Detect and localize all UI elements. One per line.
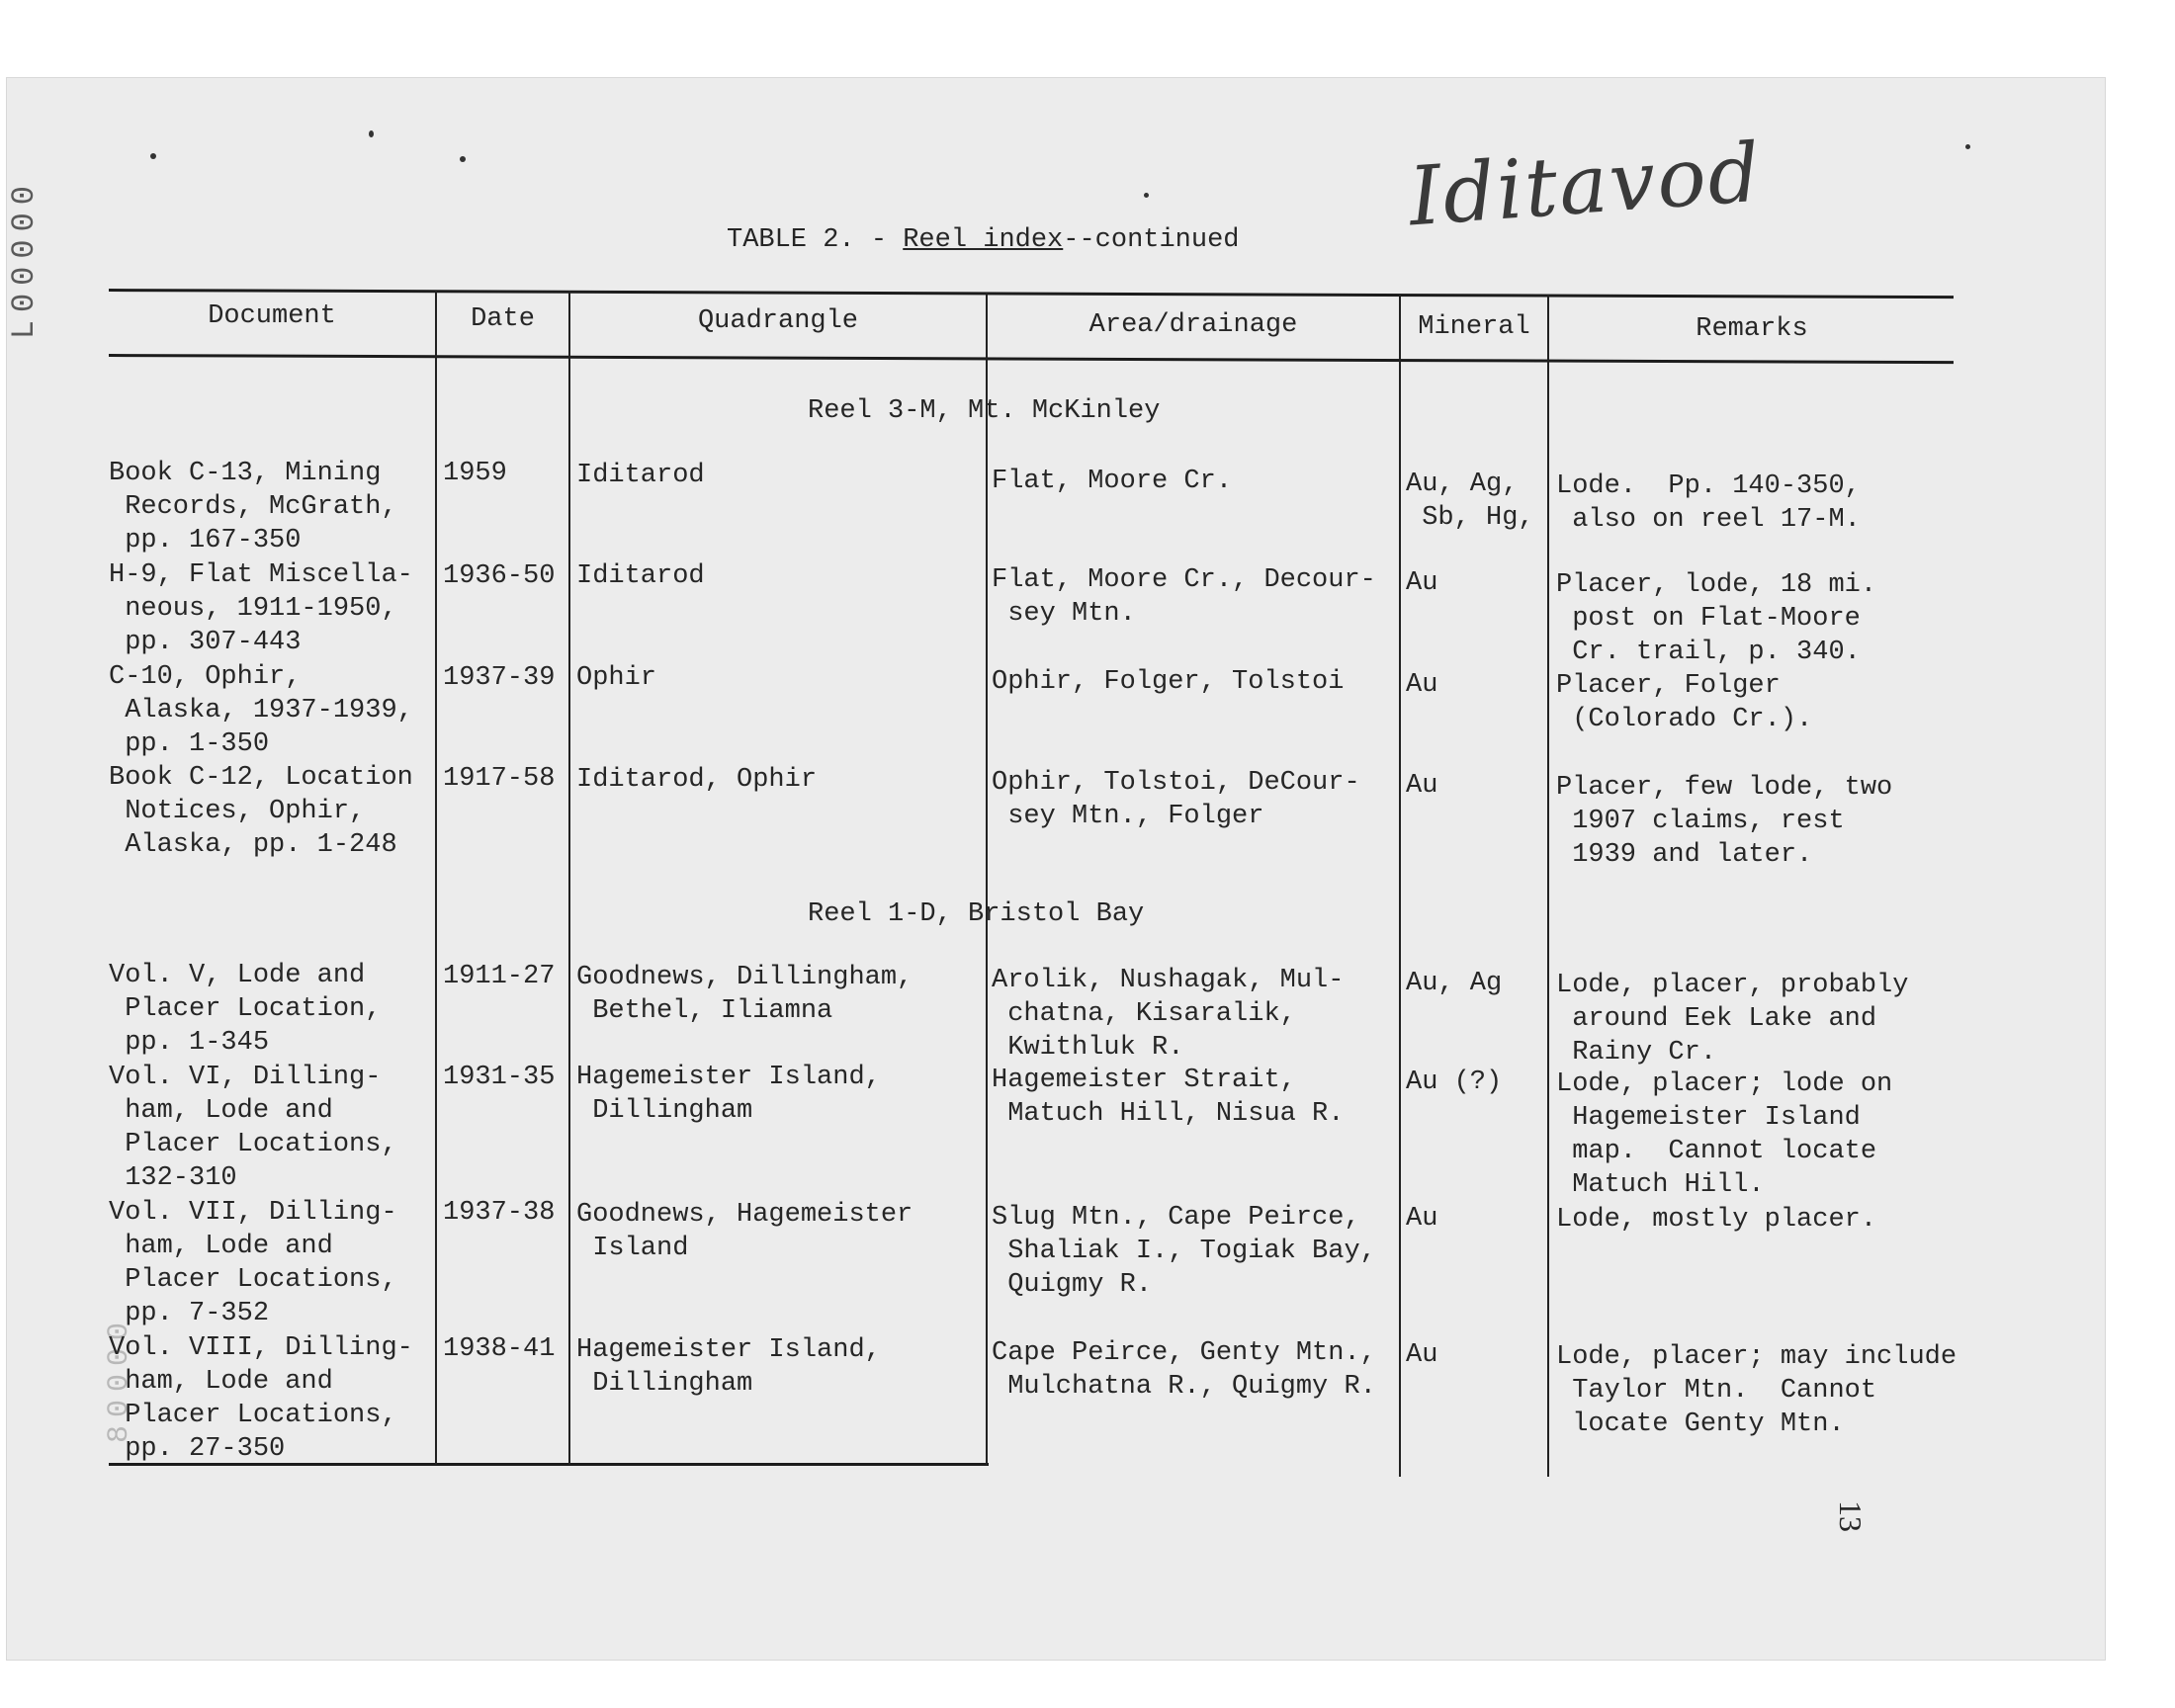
cell-date: 1959 (443, 459, 507, 488)
cell-area: Ophir, Tolstoi, DeCour- sey Mtn., Folger (992, 768, 1360, 831)
column-divider (1547, 295, 1549, 1477)
cell-quadrangle: Iditarod, Ophir (576, 765, 818, 795)
title-suffix: --continued (1063, 225, 1240, 255)
cell-remarks: Lode, mostly placer. (1556, 1205, 1877, 1235)
side-stamp-faint: 80000 (103, 1315, 136, 1444)
handwritten-note: Iditavod (1406, 126, 1766, 245)
cell-remarks: Placer, Folger (Colorado Cr.). (1556, 671, 1813, 734)
cell-remarks: Lode, placer, probably around Eek Lake and Rainy Cr. (1556, 971, 1909, 1068)
side-stamp: L00000 (6, 178, 43, 340)
cell-document: H-9, Flat Miscella- neous, 1911-1950, pp. 307-443 (109, 560, 413, 657)
column-divider (986, 293, 988, 1465)
cell-mineral: Au (?) (1406, 1068, 1503, 1097)
title-prefix: TABLE 2. - (727, 225, 904, 255)
cell-quadrangle: Iditarod (576, 461, 705, 490)
cell-mineral: Au (1406, 568, 1438, 598)
col-header-date: Date (471, 304, 535, 334)
cell-quadrangle: Iditarod (576, 561, 705, 591)
cell-date: 1938-41 (443, 1334, 556, 1364)
scan-speck (1965, 144, 1970, 149)
cell-area: Flat, Moore Cr. (992, 467, 1233, 496)
cell-document: Book C-13, Mining Records, McGrath, pp. 167-350 (109, 459, 397, 555)
table-title (727, 225, 1240, 255)
cell-area: Cape Peirce, Genty Mtn., Mulchatna R., Quigmy R. (992, 1338, 1376, 1402)
column-divider (568, 291, 570, 1465)
cell-remarks: Placer, few lode, two 1907 claims, rest 1939 and later. (1556, 773, 1893, 870)
cell-area: Arolik, Nushagak, Mul- chatna, Kisaralik, Kwithluk R. (992, 966, 1345, 1063)
cell-mineral: Au (1406, 771, 1438, 801)
cell-mineral: Au (1406, 1204, 1438, 1234)
cell-date: 1911-27 (443, 962, 556, 991)
col-header-document: Document (208, 301, 336, 331)
cell-quadrangle: Goodnews, Dillingham, Bethel, Iliamna (576, 963, 914, 1026)
cell-mineral: Au, Ag, Sb, Hg, (1406, 470, 1534, 533)
cell-quadrangle: Goodnews, Hagemeister Island (576, 1200, 914, 1263)
cell-date: 1931-35 (443, 1063, 556, 1092)
cell-date: 1937-39 (443, 663, 556, 693)
cell-date: 1936-50 (443, 561, 556, 591)
cell-document: Book C-12, Location Notices, Ophir, Alaska, pp. 1-248 (109, 763, 413, 860)
scan-speck (369, 130, 374, 137)
cell-area: Hagemeister Strait, Matuch Hill, Nisua R. (992, 1066, 1345, 1129)
cell-mineral: Au, Ag (1406, 969, 1503, 998)
cell-document: Vol. VI, Dilling- ham, Lode and Placer Locations, 132-310 (109, 1063, 397, 1193)
column-divider (1399, 295, 1401, 1477)
column-divider (435, 291, 437, 1465)
cell-quadrangle: Hagemeister Island, Dillingham (576, 1063, 881, 1126)
col-header-mineral: Mineral (1418, 312, 1530, 342)
cell-document: C-10, Ophir, Alaska, 1937-1939, pp. 1-350 (109, 662, 413, 759)
col-header-quadrangle: Quadrangle (697, 306, 859, 336)
group-heading: Reel 3-M, Mt. McKinley (808, 396, 1161, 426)
col-header-remarks: Remarks (1696, 314, 1808, 344)
group-heading: Reel 1-D, Bristol Bay (808, 899, 1145, 929)
title-underlined: Reel index (903, 225, 1064, 255)
cell-quadrangle: Ophir (576, 663, 657, 693)
cell-area: Slug Mtn., Cape Peirce, Shaliak I., Togiak Bay, Quigmy R. (992, 1203, 1376, 1300)
cell-remarks: Placer, lode, 18 mi. post on Flat-Moore Cr. trail, p. 340. (1556, 570, 1877, 667)
scan-speck (1144, 193, 1149, 198)
cell-mineral: Au (1406, 670, 1438, 700)
cell-remarks: Lode, placer; lode on Hagemeister Island map. Cannot locate Matuch Hill. (1556, 1069, 1893, 1200)
cell-area: Flat, Moore Cr., Decour- sey Mtn. (992, 565, 1376, 629)
cell-quadrangle: Hagemeister Island, Dillingham (576, 1335, 881, 1399)
col-header-area: Area/drainage (1088, 310, 1298, 340)
scan-speck (460, 156, 466, 162)
cell-document: Vol. VII, Dilling- ham, Lode and Placer Locations, pp. 7-352 (109, 1198, 397, 1328)
cell-date: 1917-58 (443, 764, 556, 794)
cell-date: 1937-38 (443, 1198, 556, 1228)
cell-document: Vol. V, Lode and Placer Location, pp. 1-345 (109, 961, 382, 1058)
cell-document: Vol. VIII, Dilling- ham, Lode and Placer Locations, pp. 27-350 (109, 1333, 413, 1464)
page-number: 13 (1833, 1500, 1869, 1532)
cell-remarks: Lode. Pp. 140-350, also on reel 17-M. (1556, 471, 1861, 535)
cell-area: Ophir, Folger, Tolstoi (992, 667, 1345, 697)
cell-remarks: Lode, placer; may include Taylor Mtn. Cannot locate Genty Mtn. (1556, 1342, 1958, 1439)
scan-speck (150, 153, 156, 159)
cell-mineral: Au (1406, 1340, 1438, 1370)
